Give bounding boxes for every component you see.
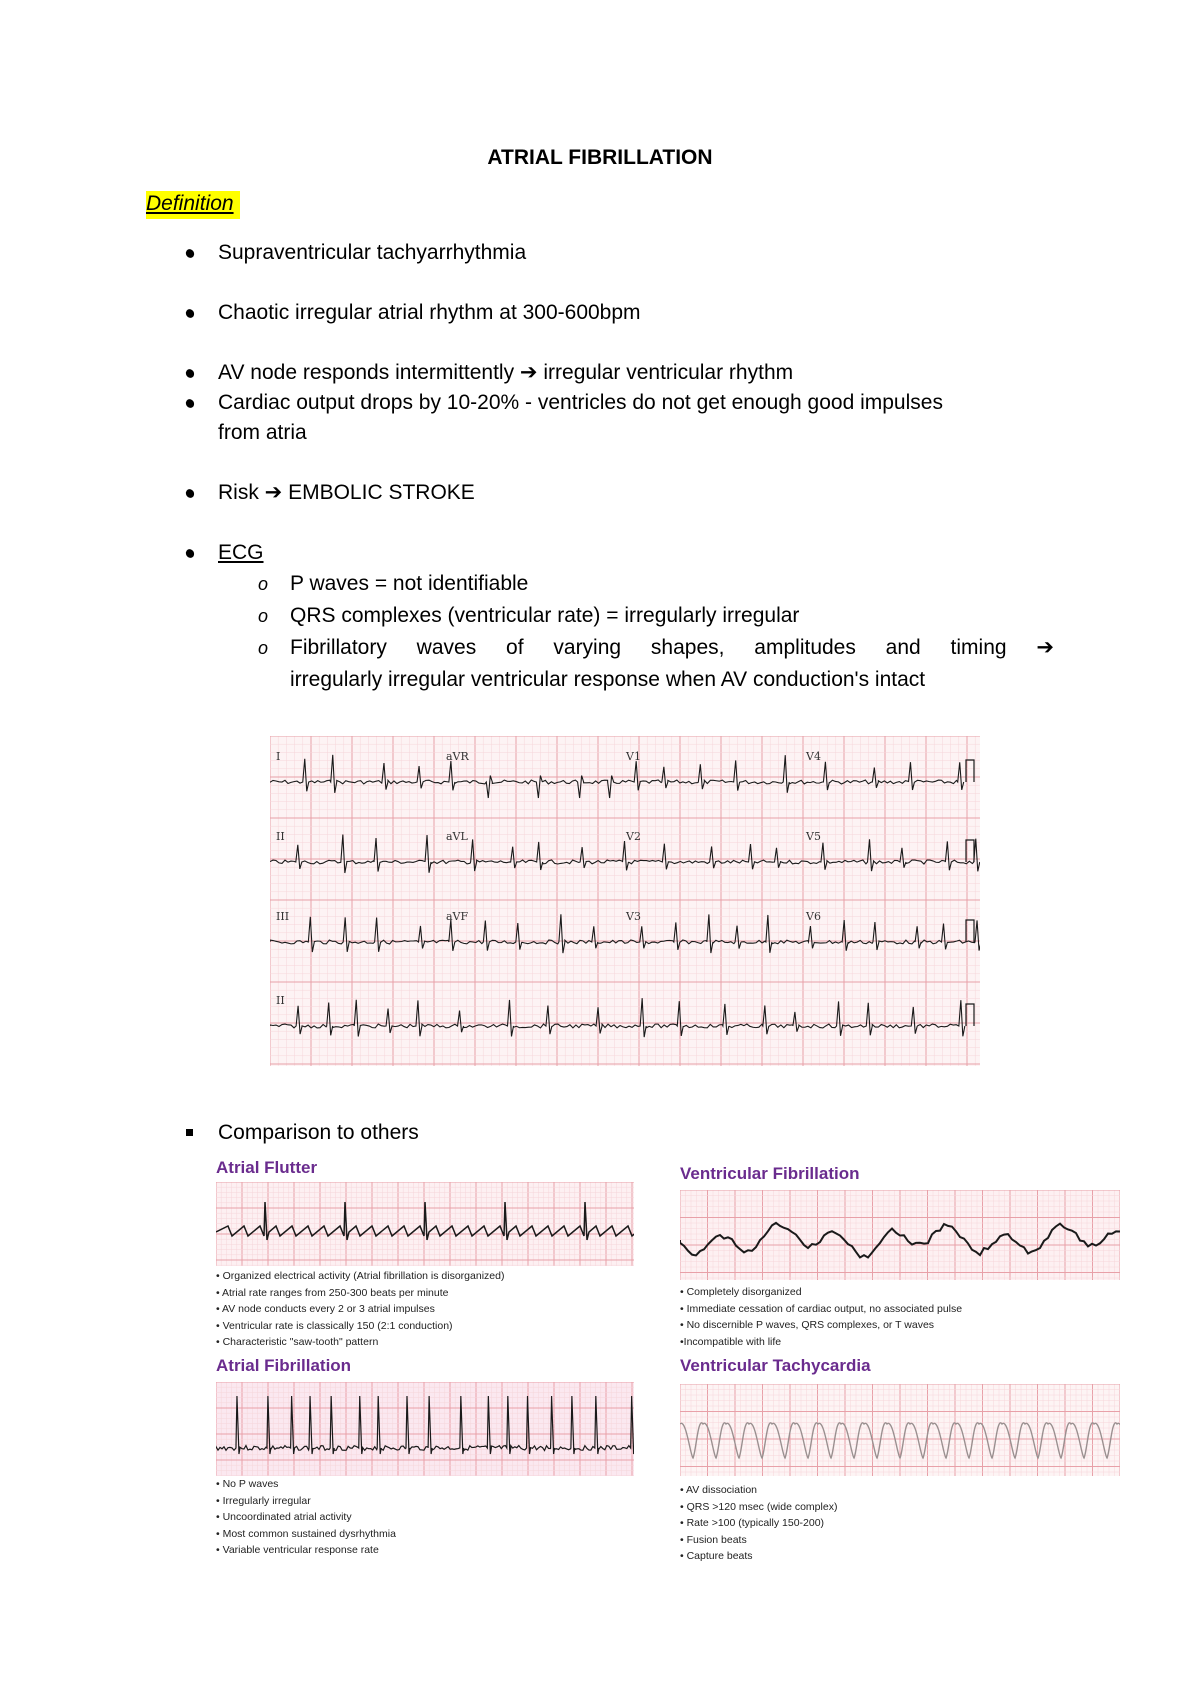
lead-label: V2	[626, 830, 641, 843]
bullet-dot-icon	[184, 308, 195, 320]
lead-label: V1	[626, 750, 641, 763]
notes-atrial-fibrillation: • No P waves • Irregularly irregular • Uncoordinated atrial activity • Most common sustained dysrhythmia • Variable ventricular response rate	[216, 1478, 396, 1556]
bullet-dot-icon	[184, 248, 195, 260]
square-bullet-icon	[186, 1129, 193, 1136]
twelve-lead-ecg-image	[270, 736, 980, 1066]
ecg-strip-atrial-fibrillation	[216, 1382, 634, 1476]
bullet-dot-icon	[184, 548, 195, 560]
lead-label: II	[276, 994, 285, 1007]
definition-heading: Definition	[146, 191, 240, 219]
lead-label: V3	[626, 910, 641, 923]
circle-bullet-icon: o	[258, 574, 269, 594]
ecg-strip-ventricular-fibrillation	[680, 1190, 1120, 1280]
lead-label: III	[276, 910, 290, 923]
page-title: ATRIAL FIBRILLATION	[487, 146, 713, 169]
strip-title-atrial-fibrillation: Atrial Fibrillation	[216, 1356, 352, 1375]
bullet-dot-icon	[184, 488, 195, 500]
lead-label: I	[276, 750, 281, 763]
notes-ventricular-tachycardia: • AV dissociation • QRS >120 msec (wide complex) • Rate >100 (typically 150-200) • Fusion beats • Capture beats	[680, 1484, 838, 1562]
lead-label: V5	[806, 830, 821, 843]
ecg-strip-atrial-flutter	[216, 1182, 634, 1266]
document-page: ATRIAL FIBRILLATION Definition Supraventricular tachyarrhythmia Chaotic irregular atrial rhythm at 300-600bpm AV node responds intermittently ➔ irregular ventricular rhythm Cardiac output drops by 10-20% - ventricles do not get enough good impulses from atria Risk ➔ EMBOLIC STROKE ECG o P waves = not identifiable o QRS complexes (ventricular rate) = irregularly irregular o Fibrillatory waves of varying shapes, amplitudes and timing ➔ irregularly irregular ventricular response when AV conduction's intact I aVR V1 V4 II aVL V2 V5 III aVF V3 V6 II Comparison to others Atrial Flutter • Organized electrical activity (Atrial fibrillation is disorganized) • Atrial rate ranges from 250-300 beats per minute • AV node conducts every 2 or 3 atrial impulses • Ventricular rate is classically 150 (2:1 conduction) • Characteristic "saw-tooth" pattern Ventricular Fibrillation • Completely disorganized • Immediate cessation of cardiac output, no associated pulse • No discernible P waves, QRS complexes, or T waves •Incompatible with life Atrial Fibrillation • No P waves • Irregularly irregular • Uncoordinated atrial activity • Most common sustained dysrhythmia • Variable ventricular response rate Ventricular Tachycardia • AV dissociation • QRS >120 msec (wide complex) • Rate >100 (typically 150-200) • Fusion beats • Capture beats	[0, 0, 1200, 1698]
lead-label: II	[276, 830, 285, 843]
lead-label: aVF	[446, 910, 469, 923]
bullet-dot-icon	[184, 398, 195, 410]
lead-label: aVR	[446, 750, 469, 763]
circle-bullet-icon: o	[258, 638, 269, 658]
circle-bullet-icon: o	[258, 606, 269, 626]
ecg-strip-ventricular-tachycardia	[680, 1384, 1120, 1476]
lead-label: V6	[806, 910, 821, 923]
strip-title-ventricular-tachycardia: Ventricular Tachycardia	[680, 1356, 871, 1375]
lead-label: aVL	[446, 830, 468, 843]
notes-ventricular-fibrillation: • Completely disorganized • Immediate cessation of cardiac output, no associated pulse • No discernible P waves, QRS complexes, or T waves •Incompatible with life	[680, 1286, 963, 1348]
strip-title-atrial-flutter: Atrial Flutter	[216, 1158, 318, 1177]
notes-atrial-flutter: • Organized electrical activity (Atrial fibrillation is disorganized) • Atrial rate ranges from 250-300 beats per minute • AV node conducts every 2 or 3 atrial impulses • Ventricular rate is classically 150 (2:1 conduction) • Characteristic "saw-tooth" pattern	[216, 1270, 505, 1348]
strip-title-ventricular-fibrillation: Ventricular Fibrillation	[680, 1164, 860, 1183]
lead-label: V4	[806, 750, 821, 763]
ecg-grid	[270, 736, 980, 1066]
bullet-dot-icon	[184, 368, 195, 380]
